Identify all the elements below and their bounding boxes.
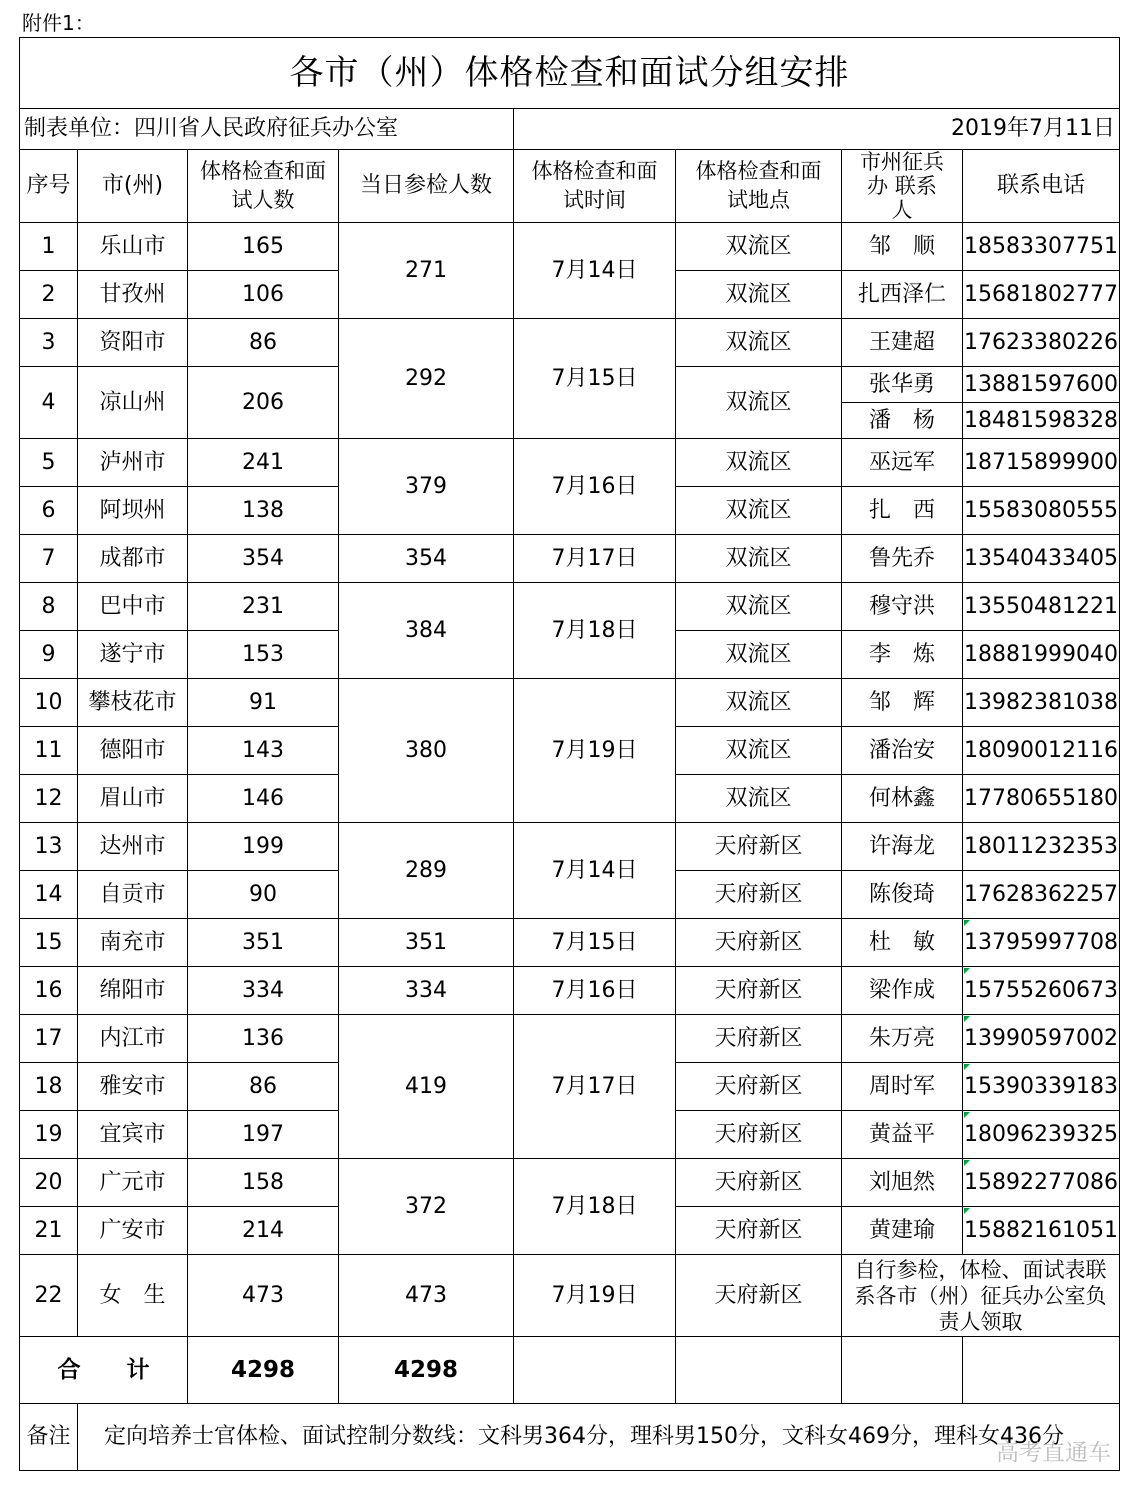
header-daily: 当日参检人数 [339, 150, 514, 223]
header-time: 体格检查和面 试时间 [514, 150, 676, 223]
row-contact: 黄建瑜 [842, 1207, 963, 1255]
row-seq: 5 [20, 439, 78, 487]
table-row [20, 1255, 1120, 1337]
group-exam-date: 7月17日 [514, 535, 676, 583]
row-seq: 18 [20, 1063, 78, 1111]
row-seq: 7 [20, 535, 78, 583]
row-city: 绵阳市 [78, 967, 188, 1015]
table-row [20, 679, 1120, 727]
watermark: 高考直通车 [996, 1440, 1111, 1466]
row-city: 达州市 [78, 823, 188, 871]
row-seq: 22 [20, 1255, 78, 1337]
row-phone: 18011232353 [963, 823, 1120, 871]
group-daily-count: 354 [339, 535, 514, 583]
row-seq: 16 [20, 967, 78, 1015]
group-daily-count: 473 [339, 1255, 514, 1337]
group-exam-date: 7月16日 [514, 439, 676, 535]
row-contact: 鲁先乔 [842, 535, 963, 583]
total-empty [514, 1337, 676, 1404]
row-phone: 17628362257 [963, 871, 1120, 919]
total-row [20, 1337, 1120, 1404]
row-contact: 梁作成 [842, 967, 963, 1015]
row-phone: 18090012116 [963, 727, 1120, 775]
row-contact: 朱万亮 [842, 1015, 963, 1063]
table-row [20, 1015, 1120, 1063]
row-count: 354 [188, 535, 339, 583]
row-phone: 18881999040 [963, 631, 1120, 679]
row-phone: 13982381038 [963, 679, 1120, 727]
header-row [20, 150, 1120, 223]
row-seq: 15 [20, 919, 78, 967]
row-contact: 邹 顺 [842, 223, 963, 271]
group-exam-date: 7月17日 [514, 1015, 676, 1159]
row-city: 甘孜州 [78, 271, 188, 319]
row-place: 双流区 [676, 583, 842, 631]
group-exam-date: 7月19日 [514, 679, 676, 823]
row-city: 阿坝州 [78, 487, 188, 535]
table-row [20, 535, 1120, 583]
row-place: 天府新区 [676, 1255, 842, 1337]
row-place: 天府新区 [676, 919, 842, 967]
row-count: 138 [188, 487, 339, 535]
row-count: 158 [188, 1159, 339, 1207]
group-daily-count: 419 [339, 1015, 514, 1159]
table-row [20, 319, 1120, 367]
group-exam-date: 7月14日 [514, 823, 676, 919]
row-contact: 杜 敏 [842, 919, 963, 967]
row-phone: 18096239325 [963, 1111, 1120, 1159]
issuing-unit: 制表单位：四川省人民政府征兵办公室 [20, 109, 514, 150]
row-count: 91 [188, 679, 339, 727]
row-phone: 15755260673 [963, 967, 1120, 1015]
row-city: 女 生 [78, 1255, 188, 1337]
row-phone: 15583080555 [963, 487, 1120, 535]
row-seq: 12 [20, 775, 78, 823]
row-seq: 1 [20, 223, 78, 271]
note-label: 备注 [20, 1404, 78, 1471]
group-daily-count: 334 [339, 967, 514, 1015]
row-city: 凉山州 [78, 367, 188, 439]
row-city: 泸州市 [78, 439, 188, 487]
row-count: 231 [188, 583, 339, 631]
note-text: 定向培养士官体检、面试控制分数线：文科男364分，理科男150分，文科女469分，理科女436分 [78, 1404, 1120, 1471]
row-place: 天府新区 [676, 967, 842, 1015]
row-city: 资阳市 [78, 319, 188, 367]
row-place: 天府新区 [676, 1111, 842, 1159]
row-count: 206 [188, 367, 339, 439]
attachment-label: 附件1： [22, 11, 95, 35]
row-seq: 17 [20, 1015, 78, 1063]
group-exam-date: 7月14日 [514, 223, 676, 319]
row-count: 153 [188, 631, 339, 679]
row-phone: 17623380226 [963, 319, 1120, 367]
row-phone: 13540433405 [963, 535, 1120, 583]
row-place: 双流区 [676, 319, 842, 367]
table-row [20, 1159, 1120, 1207]
row-place: 双流区 [676, 679, 842, 727]
row-place: 双流区 [676, 223, 842, 271]
row-count: 106 [188, 271, 339, 319]
group-exam-date: 7月18日 [514, 583, 676, 679]
row-phone: 15892277086 [963, 1159, 1120, 1207]
row-city: 巴中市 [78, 583, 188, 631]
row-phone: 17780655180 [963, 775, 1120, 823]
row-count: 86 [188, 1063, 339, 1111]
total-empty [842, 1337, 963, 1404]
table-row [20, 823, 1120, 871]
row-remark: 自行参检，体检、面试表联系各市（州）征兵办公室负责人领取 [842, 1255, 1120, 1337]
row-city: 眉山市 [78, 775, 188, 823]
table-row [20, 439, 1120, 487]
total-count: 4298 [188, 1337, 339, 1404]
row-contact: 陈俊琦 [842, 871, 963, 919]
row-city: 遂宁市 [78, 631, 188, 679]
row-phone: 15882161051 [963, 1207, 1120, 1255]
row-phone: 13550481221 [963, 583, 1120, 631]
table-row [20, 967, 1120, 1015]
row-place: 双流区 [676, 439, 842, 487]
row-seq: 9 [20, 631, 78, 679]
header-place: 体格检查和面 试地点 [676, 150, 842, 223]
header-city: 市(州) [78, 150, 188, 223]
row-place: 双流区 [676, 727, 842, 775]
table-row [20, 919, 1120, 967]
row-phone: 13881597600 [963, 367, 1120, 403]
group-exam-date: 7月15日 [514, 919, 676, 967]
row-seq: 8 [20, 583, 78, 631]
row-city: 广元市 [78, 1159, 188, 1207]
total-empty [676, 1337, 842, 1404]
row-contact: 邹 辉 [842, 679, 963, 727]
row-city: 攀枝花市 [78, 679, 188, 727]
row-contact: 张华勇 [842, 367, 963, 403]
group-daily-count: 372 [339, 1159, 514, 1255]
row-seq: 11 [20, 727, 78, 775]
group-daily-count: 351 [339, 919, 514, 967]
row-city: 德阳市 [78, 727, 188, 775]
row-seq: 13 [20, 823, 78, 871]
row-seq: 6 [20, 487, 78, 535]
row-place: 双流区 [676, 775, 842, 823]
row-seq: 19 [20, 1111, 78, 1159]
row-city: 南充市 [78, 919, 188, 967]
row-count: 165 [188, 223, 339, 271]
group-daily-count: 271 [339, 223, 514, 319]
row-count: 214 [188, 1207, 339, 1255]
row-city: 乐山市 [78, 223, 188, 271]
total-empty [963, 1337, 1120, 1404]
total-label: 合 计 [20, 1337, 188, 1404]
row-seq: 3 [20, 319, 78, 367]
row-count: 136 [188, 1015, 339, 1063]
row-phone: 15681802777 [963, 271, 1120, 319]
row-count: 86 [188, 319, 339, 367]
row-seq: 4 [20, 367, 78, 439]
row-contact: 何林鑫 [842, 775, 963, 823]
issue-date: 2019年7月11日 [514, 109, 1120, 150]
row-contact: 周时军 [842, 1063, 963, 1111]
schedule-table [19, 37, 1120, 1471]
row-seq: 2 [20, 271, 78, 319]
row-contact: 扎 西 [842, 487, 963, 535]
group-daily-count: 380 [339, 679, 514, 823]
row-seq: 20 [20, 1159, 78, 1207]
row-phone: 15390339183 [963, 1063, 1120, 1111]
row-phone-secondary: 18481598328 [963, 403, 1120, 439]
group-daily-count: 292 [339, 319, 514, 439]
row-phone: 13990597002 [963, 1015, 1120, 1063]
total-daily: 4298 [339, 1337, 514, 1404]
row-contact: 王建超 [842, 319, 963, 367]
group-exam-date: 7月18日 [514, 1159, 676, 1255]
header-seq: 序号 [20, 150, 78, 223]
row-contact: 扎西泽仁 [842, 271, 963, 319]
row-phone: 13795997708 [963, 919, 1120, 967]
row-count: 473 [188, 1255, 339, 1337]
row-city: 成都市 [78, 535, 188, 583]
row-contact: 刘旭然 [842, 1159, 963, 1207]
row-contact: 潘治安 [842, 727, 963, 775]
row-place: 双流区 [676, 487, 842, 535]
row-count: 197 [188, 1111, 339, 1159]
row-phone: 18583307751 [963, 223, 1120, 271]
row-place: 双流区 [676, 271, 842, 319]
header-count: 体格检查和面 试人数 [188, 150, 339, 223]
row-seq: 14 [20, 871, 78, 919]
row-place: 天府新区 [676, 1207, 842, 1255]
row-place: 天府新区 [676, 823, 842, 871]
row-contact-secondary: 潘 杨 [842, 403, 963, 439]
row-count: 90 [188, 871, 339, 919]
header-phone: 联系电话 [963, 150, 1120, 223]
row-phone: 18715899900 [963, 439, 1120, 487]
row-seq: 21 [20, 1207, 78, 1255]
row-place: 天府新区 [676, 1159, 842, 1207]
row-count: 351 [188, 919, 339, 967]
group-daily-count: 289 [339, 823, 514, 919]
row-contact: 许海龙 [842, 823, 963, 871]
row-place: 双流区 [676, 535, 842, 583]
row-place: 天府新区 [676, 871, 842, 919]
header-contact: 市州征兵 办 联系 人 [842, 150, 963, 223]
row-contact: 巫远军 [842, 439, 963, 487]
row-contact: 穆守洪 [842, 583, 963, 631]
row-count: 334 [188, 967, 339, 1015]
table-row [20, 583, 1120, 631]
row-count: 199 [188, 823, 339, 871]
row-count: 143 [188, 727, 339, 775]
group-daily-count: 379 [339, 439, 514, 535]
row-city: 广安市 [78, 1207, 188, 1255]
row-place: 天府新区 [676, 1015, 842, 1063]
table-title: 各市（州）体格检查和面试分组安排 [20, 38, 1120, 109]
row-place: 双流区 [676, 631, 842, 679]
group-daily-count: 384 [339, 583, 514, 679]
row-city: 自贡市 [78, 871, 188, 919]
row-contact: 黄益平 [842, 1111, 963, 1159]
row-city: 宜宾市 [78, 1111, 188, 1159]
row-city: 内江市 [78, 1015, 188, 1063]
row-city: 雅安市 [78, 1063, 188, 1111]
row-place: 双流区 [676, 367, 842, 439]
row-contact: 李 炼 [842, 631, 963, 679]
row-count: 146 [188, 775, 339, 823]
row-place: 天府新区 [676, 1063, 842, 1111]
group-exam-date: 7月16日 [514, 967, 676, 1015]
row-seq: 10 [20, 679, 78, 727]
note-row [20, 1404, 1120, 1471]
row-count: 241 [188, 439, 339, 487]
table-row [20, 223, 1120, 271]
group-exam-date: 7月15日 [514, 319, 676, 439]
group-exam-date: 7月19日 [514, 1255, 676, 1337]
